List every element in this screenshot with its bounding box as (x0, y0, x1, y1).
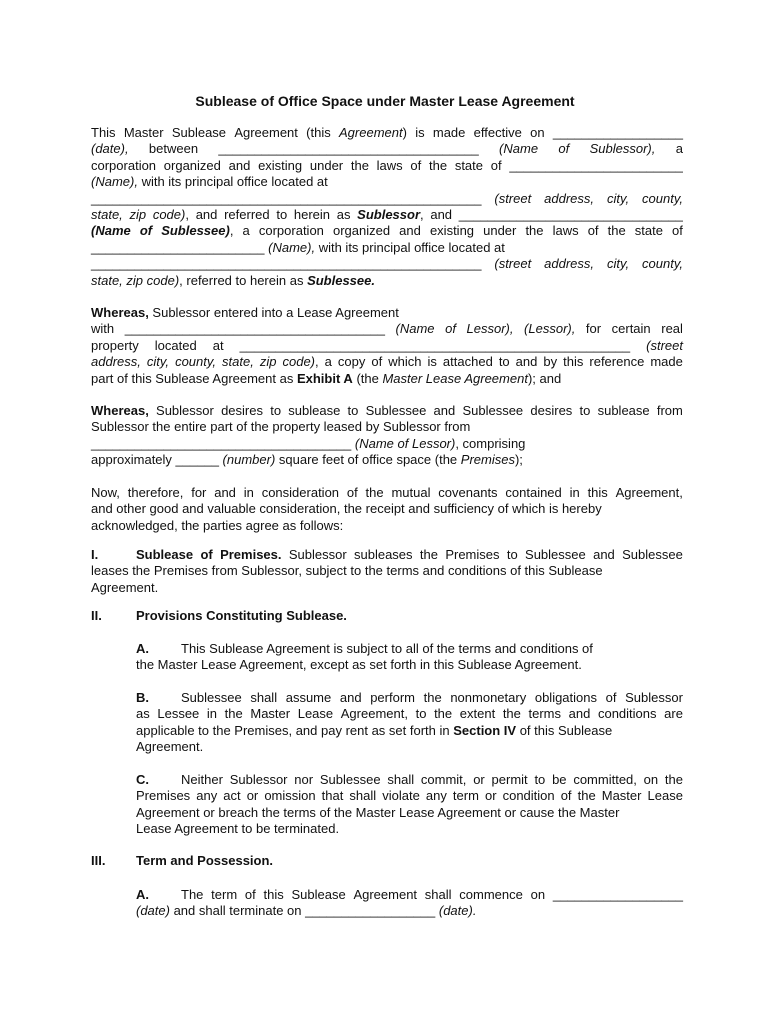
text-line: address, city, county, state, zip code), a copy of which is attached to and by this reference made (91, 354, 683, 370)
text-line: C. Neither Sublessor nor Sublessee shall commit, or permit to be committed, on the (136, 772, 683, 787)
text-line: and other good and valuable consideration, the receipt and sufficiency of which is hereby (91, 501, 602, 517)
text-line: ______________________________________________________ (street address, city, county, (91, 190, 683, 206)
text-line: applicable to the Premises, and pay rent as set forth in Section IV of this Sublease (136, 722, 613, 738)
section-ii-a (136, 641, 683, 674)
text-line: property located at ______________________________________________________ (street (91, 337, 683, 353)
text-line: Lease Agreement to be terminated. (136, 821, 340, 837)
text-line: ________________________ (Name), with its principal office located at (91, 239, 505, 255)
text-line: leases the Premises from Sublessor, subject to the terms and conditions of this Sublease (91, 563, 603, 579)
section-iii-heading (91, 853, 683, 869)
text-line: Agreement. (136, 739, 204, 755)
section-i-paragraph (91, 547, 683, 596)
now-therefore-paragraph (91, 485, 683, 534)
text-line: state, zip code), referred to herein as Sublessee. (91, 272, 375, 288)
text-line: as Lessee in the Master Lease Agreement, to the extent the terms and conditions are (136, 706, 683, 722)
text-line: Whereas, Sublessor desires to sublease to Sublessee and Sublessee desires to sublease from (91, 403, 683, 418)
text-line: III. Term and Possession. (91, 853, 274, 868)
text-line: (Name of Sublessee), a corporation organized and existing under the laws of the state of (91, 223, 683, 239)
text-line: B. Sublessee shall assume and perform the nonmonetary obligations of Sublessor (136, 690, 683, 705)
text-line: Agreement. (91, 579, 159, 595)
section-ii-heading (91, 608, 683, 624)
whereas-lease-paragraph (91, 305, 683, 387)
text-line: A. The term of this Sublease Agreement shall commence on __________________ (136, 887, 683, 902)
text-line: corporation organized and existing under the laws of the state of ________________________ (91, 157, 683, 173)
section-ii-b (136, 690, 683, 756)
text-line: Premises any act or omission that shall violate any term or condition of the Master Lease (136, 788, 683, 804)
text-line: II. Provisions Constituting Sublease. (91, 608, 347, 623)
text-line: with ____________________________________ (Name of Lessor), (Lessor), for certain real (91, 321, 683, 337)
text-line: state, zip code), and referred to herein as Sublessor, and _______________________________ (91, 207, 683, 223)
text-line: Sublessor the entire part of the property leased by Sublessor from (91, 419, 471, 435)
intro-paragraph (91, 125, 683, 289)
text-line: approximately ______ (number) square feet of office space (the Premises); (91, 452, 523, 468)
whereas-sublease-paragraph (91, 403, 683, 469)
text-line: Agreement or breach the terms of the Master Lease Agreement or cause the Master (136, 804, 620, 820)
text-line: acknowledged, the parties agree as follows: (91, 517, 344, 533)
text-line: Whereas, Sublessor entered into a Lease Agreement (91, 305, 399, 320)
text-line: (date) and shall terminate on __________________ (date). (136, 903, 477, 919)
text-line: (date), between ____________________________________ (Name of Sublessor), a (91, 141, 683, 157)
section-iii-a (136, 887, 683, 920)
text-line: Now, therefore, for and in consideration of the mutual covenants contained in this Agreement, (91, 485, 683, 500)
text-line: the Master Lease Agreement, except as set forth in this Sublease Agreement. (136, 657, 582, 673)
section-ii-c (136, 772, 683, 838)
text-line: ______________________________________________________ (street address, city, county, (91, 256, 683, 272)
text-line: part of this Sublease Agreement as Exhibit A (the Master Lease Agreement); and (91, 370, 562, 386)
text-line: I. Sublease of Premises. Sublessor subleases the Premises to Sublessee and Sublessee (91, 547, 683, 562)
text-line: A. This Sublease Agreement is subject to all of the terms and conditions of (136, 641, 593, 656)
text-line: This Master Sublease Agreement (this Agreement) is made effective on __________________ (91, 125, 683, 140)
text-line: (Name), with its principal office located at (91, 174, 328, 190)
document-title: Sublease of Office Space under Master Lease Agreement (195, 93, 575, 109)
text-line: ____________________________________ (Name of Lessor), comprising (91, 435, 526, 451)
